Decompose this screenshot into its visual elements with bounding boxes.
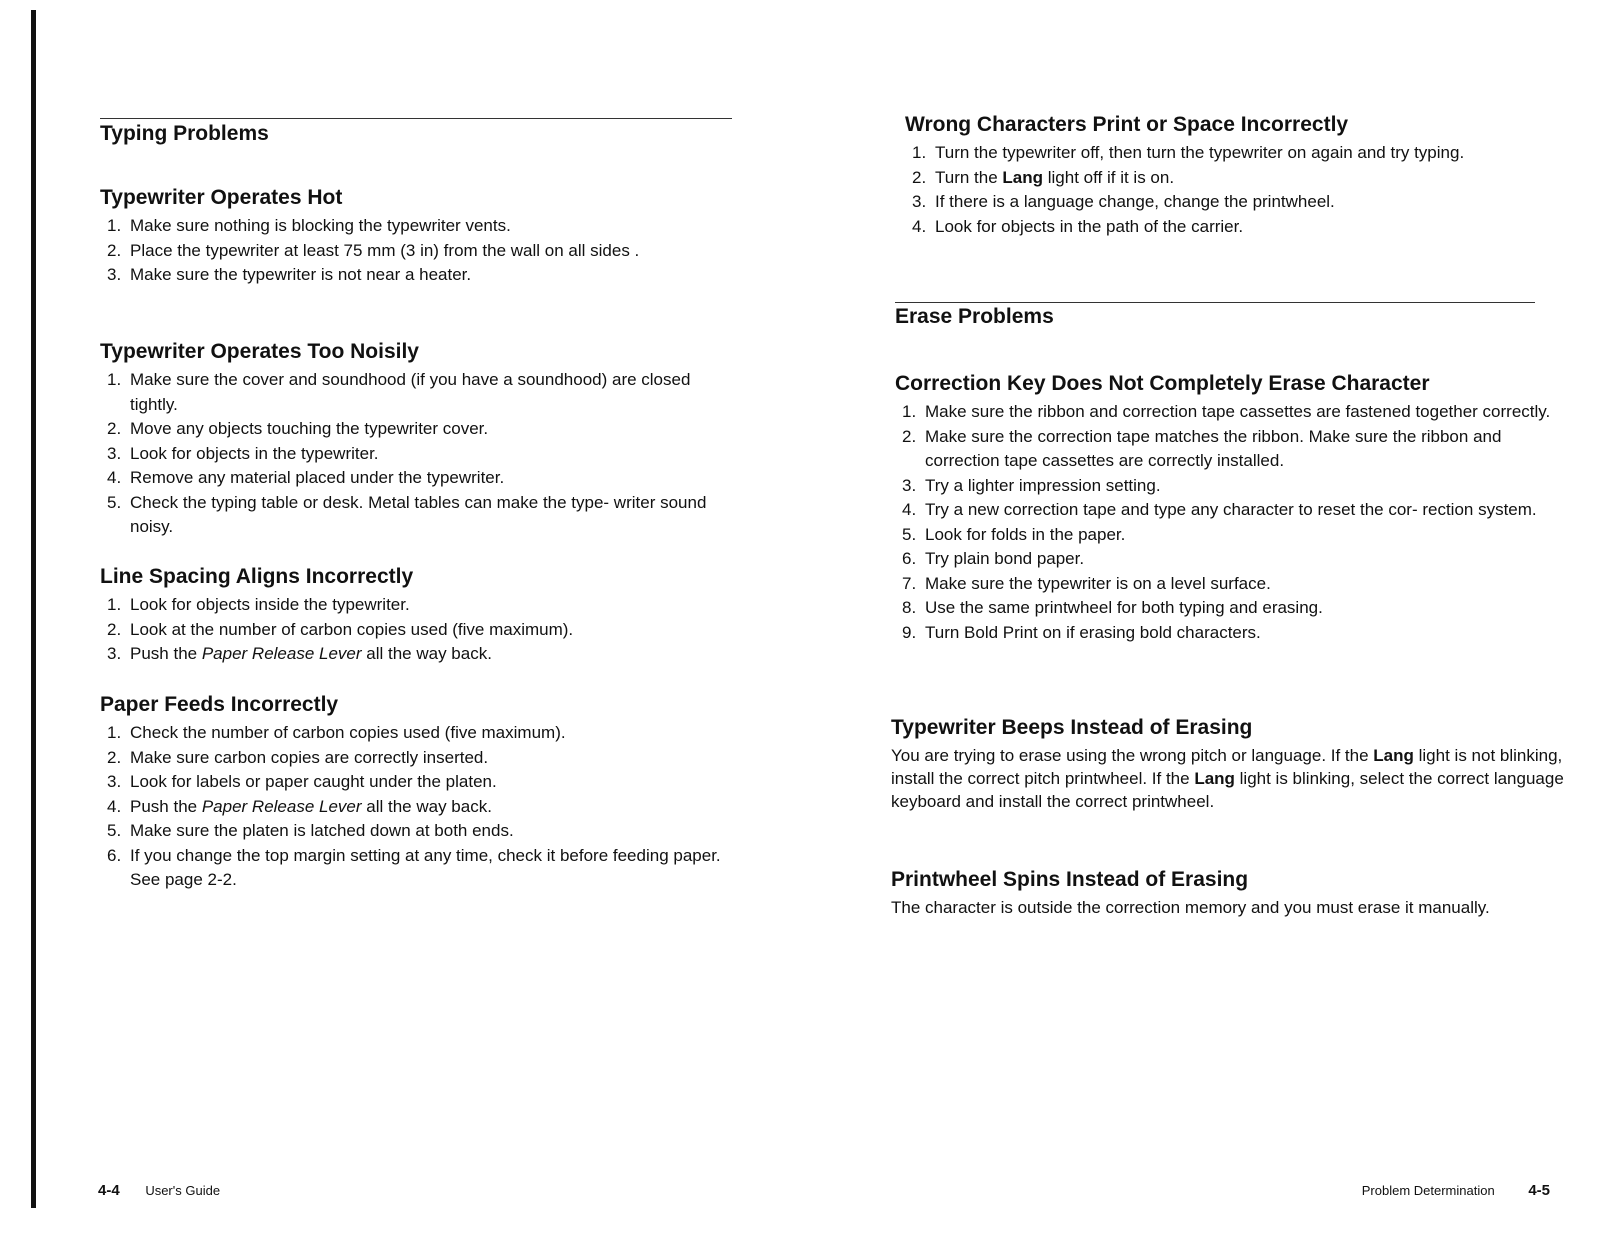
topic-title: Typewriter Operates Hot (100, 186, 343, 209)
topic-operates-hot (100, 186, 740, 288)
list-item: 7. Make sure the typewriter is on a level surface. (902, 573, 1271, 593)
topic-line-spacing (100, 565, 740, 667)
topic-title: Wrong Characters Print or Space Incorrectly (905, 113, 1349, 136)
list-item: 1. Check the number of carbon copies used (five maximum). (107, 723, 566, 742)
topic-title: Typewriter Beeps Instead of Erasing (891, 716, 1253, 739)
list-item: 4. Push the Paper Release Lever all the way back. (107, 796, 492, 816)
list-item: 3. Make sure the typewriter is not near a heater. (107, 265, 472, 284)
topic-title: Typewriter Operates Too Noisily (100, 340, 419, 363)
topic-steps (100, 368, 740, 540)
list-item: 6. Try plain bond paper. (902, 549, 1085, 568)
topic-paragraph: You are trying to erase using the wrong pitch or language. If the Lang light is not blinking, install the correct pitch printwheel. If the Lang light is blinking, select the correct language keyboard and install the correct printwheel. (891, 746, 1564, 811)
topic-steps (100, 214, 740, 288)
topic-printwheel-spins (891, 868, 1565, 919)
footer-title: User's Guide (145, 1183, 221, 1198)
footer-left (98, 1182, 220, 1199)
list-item: 2. Place the typewriter at least 75 mm (3 in) from the wall on all sides . (107, 240, 640, 260)
list-item: 5. Make sure the platen is latched down at both ends. (107, 821, 514, 840)
topic-steps (100, 721, 740, 893)
footer-title: Problem Determination (1361, 1183, 1495, 1198)
topic-steps (895, 400, 1565, 645)
list-item: 5. Check the typing table or desk. Metal tables can make the type- writer sound noisy. (107, 492, 707, 536)
section-title-erase-problems: Erase Problems (895, 305, 1054, 328)
list-item: 4. Remove any material placed under the typewriter. (107, 468, 505, 487)
list-item: 4. Try a new correction tape and type any character to reset the cor- rection system. (902, 500, 1537, 519)
topic-paper-feeds (100, 693, 740, 893)
topic-beeps (891, 716, 1565, 813)
section-rule (100, 118, 732, 119)
list-item: 9. Turn Bold Print on if erasing bold characters. (902, 622, 1261, 642)
list-item: 3. Look for labels or paper caught under the platen. (107, 772, 497, 791)
topic-title: Printwheel Spins Instead of Erasing (891, 868, 1249, 891)
list-item: 1. Turn the typewriter off, then turn the typewriter on again and try typing. (912, 143, 1465, 162)
topic-title: Paper Feeds Incorrectly (100, 693, 339, 716)
topic-title: Correction Key Does Not Completely Erase Character (895, 372, 1430, 395)
topic-steps (905, 141, 1565, 239)
list-item: 2. Turn the Lang light off if it is on. (912, 167, 1175, 187)
list-item: 5. Look for folds in the paper. (902, 524, 1126, 544)
topic-operates-noisily (100, 340, 740, 540)
list-item: 1. Look for objects inside the typewriter. (107, 595, 410, 614)
topic-wrong-characters (905, 113, 1565, 239)
list-item: 2. Make sure carbon copies are correctly inserted. (107, 747, 489, 767)
list-item: 4. Look for objects in the path of the carrier. (912, 216, 1244, 236)
page-number: 4-5 (1528, 1182, 1550, 1199)
topic-correction-key (895, 372, 1565, 645)
list-item: 3. Push the Paper Release Lever all the way back. (107, 644, 492, 663)
footer-right (1362, 1182, 1550, 1199)
page-number: 4-4 (98, 1182, 120, 1199)
topic-paragraph: The character is outside the correction memory and you must erase it manually. (891, 898, 1490, 917)
topic-steps (100, 593, 740, 667)
list-item: 2. Look at the number of carbon copies used (five maximum). (107, 619, 574, 639)
list-item: 1. Make sure the ribbon and correction tape cassettes are fastened together correctly. (902, 402, 1551, 421)
list-item: 6. If you change the top margin setting at any time, check it before feeding paper. See page 2-2. (107, 845, 721, 889)
list-item: 1. Make sure nothing is blocking the typewriter vents. (107, 216, 511, 235)
list-item: 3. Try a lighter impression setting. (902, 475, 1161, 495)
list-item: 2. Move any objects touching the typewriter cover. (107, 419, 489, 438)
topic-title: Line Spacing Aligns Incorrectly (100, 565, 414, 588)
section-rule (895, 302, 1535, 303)
binding-edge (31, 10, 36, 1208)
list-item: 3. Look for objects in the typewriter. (107, 443, 379, 463)
list-item: 3. If there is a language change, change the printwheel. (912, 192, 1335, 211)
list-item: 2. Make sure the correction tape matches the ribbon. Make sure the ribbon and correction tape cassettes are correctly installed. (902, 426, 1502, 470)
list-item: 8. Use the same printwheel for both typing and erasing. (902, 598, 1323, 617)
section-title-typing-problems: Typing Problems (100, 122, 269, 145)
list-item: 1. Make sure the cover and soundhood (if you have a soundhood) are closed tightly. (107, 370, 691, 414)
